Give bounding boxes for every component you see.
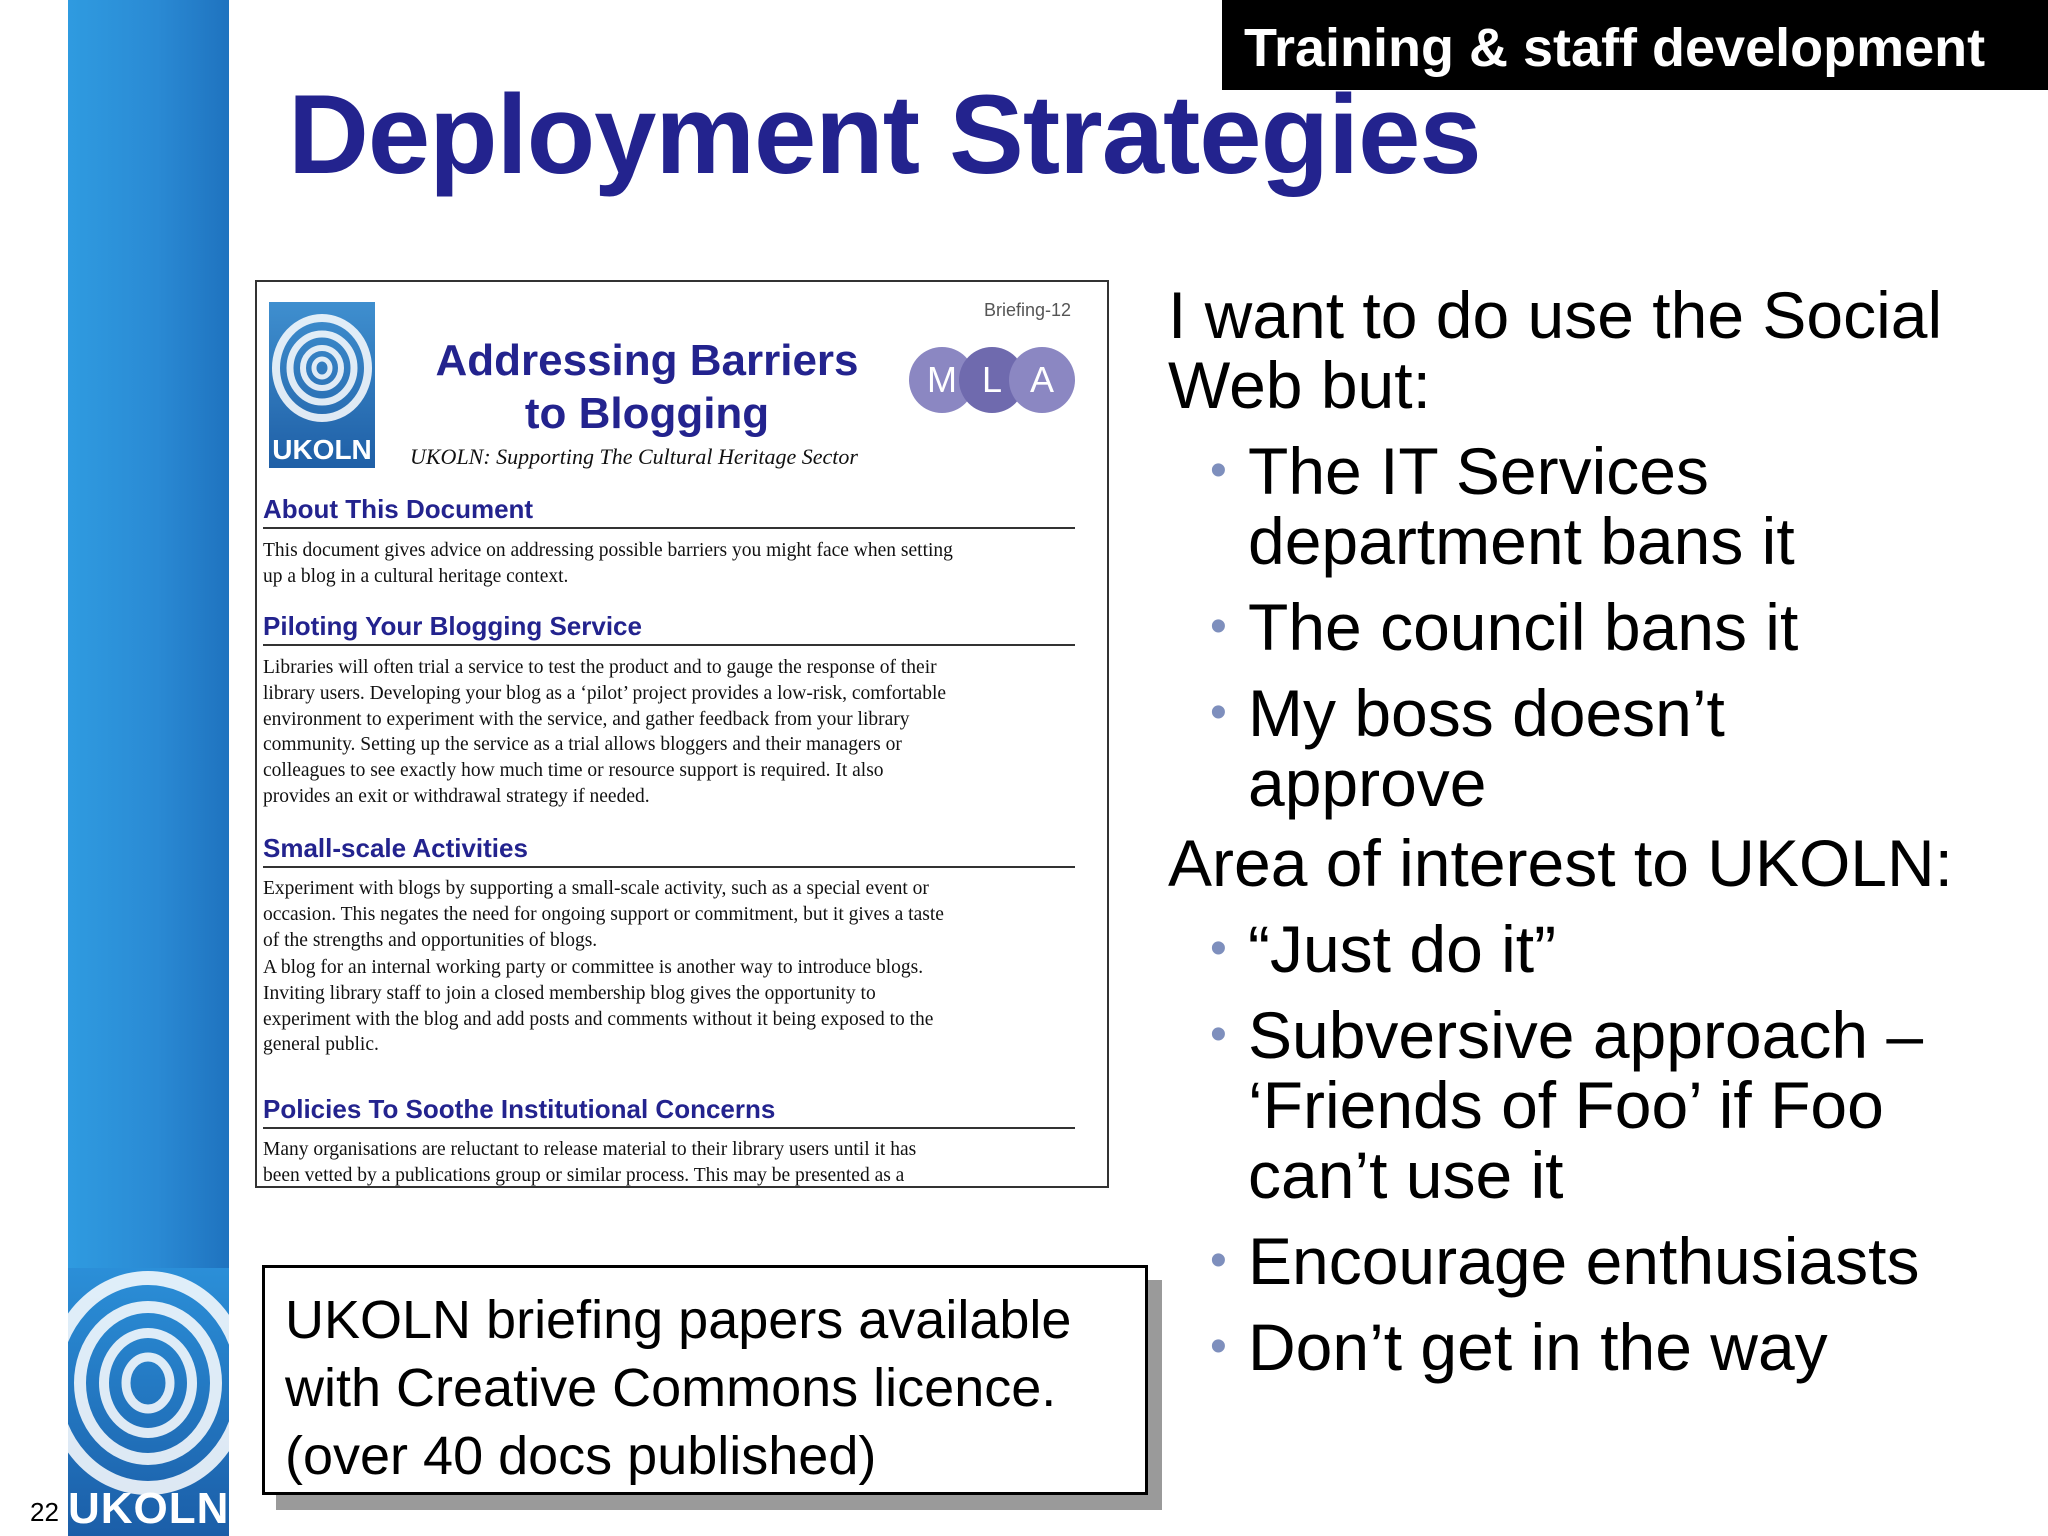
bullet-dot-icon: •: [1210, 1320, 1227, 1373]
caption-line: (over 40 docs published): [285, 1426, 877, 1486]
briefing-line: general public.: [263, 1034, 379, 1056]
ukoln-logo: [68, 1268, 229, 1536]
briefing-section-heading: Policies To Soothe Institutional Concerns: [263, 1094, 1075, 1129]
briefing-ukoln-logo: [269, 302, 375, 468]
bullet-text: My boss doesn’t: [1248, 676, 1725, 750]
mla-logo: [909, 347, 1079, 417]
briefing-line: library users. Developing your blog as a ‘pilot’ project provides a low-risk, comfortable: [263, 682, 947, 704]
sidebar-logo-text: UKOLN: [68, 1484, 229, 1533]
bullet-dot-icon: •: [1210, 1234, 1227, 1287]
bullet-lead: Area of interest to UKOLN:: [1168, 826, 1954, 900]
briefing-line: Libraries will often trial a service to test the product and to gauge the response of their: [263, 657, 937, 678]
bullet-item: [1168, 1226, 2028, 1296]
bullet-dot-icon: •: [1210, 1008, 1227, 1061]
mla-letter: M: [909, 347, 975, 413]
briefing-line: up a blog in a cultural heritage context.: [263, 565, 569, 587]
bullet-text: Subversive approach –: [1248, 998, 1924, 1072]
briefing-section-heading: Piloting Your Blogging Service: [263, 611, 1075, 646]
briefing-section-heading: Small-scale Activities: [263, 833, 1075, 868]
briefing-line: Experiment with blogs by supporting a small-scale activity, such as a special event or: [263, 878, 929, 899]
briefing-subtitle: UKOLN: Supporting The Cultural Heritage Sector: [410, 444, 858, 469]
briefing-line: been vetted by a publications group or similar process. This may be presented as a: [263, 1164, 905, 1186]
briefing-logo-text: UKOLN: [272, 434, 372, 465]
briefing-line: Many organisations are reluctant to release material to their library users until it has: [263, 1139, 917, 1160]
bullet-dot-icon: •: [1210, 444, 1227, 497]
briefing-line: experiment with the blog and add posts and comments without it being exposed to the: [263, 1008, 934, 1030]
bullet-item: [1168, 592, 2028, 662]
caption-box: [262, 1265, 1148, 1495]
briefing-line: colleagues to see exactly how much time or resource support is required. It also: [263, 760, 884, 782]
briefing-document: [255, 280, 1109, 1188]
bullet-dot-icon: •: [1210, 922, 1227, 975]
bullet-dot-icon: •: [1210, 600, 1227, 653]
briefing-line: occasion. This negates the need for ongoing support or commitment, but it gives a taste: [263, 903, 944, 925]
bullet-text: “Just do it”: [1248, 912, 1557, 986]
bullet-lead-line: Web but:: [1168, 348, 1431, 422]
briefing-section-heading: About This Document: [263, 494, 1075, 529]
briefing-line: environment to experiment with the service, and gather feedback from your library: [263, 708, 910, 730]
bullet-list: [1168, 280, 2028, 1382]
briefing-line: community. Setting up the service as a trial allows bloggers and their managers or: [263, 734, 902, 756]
bullet-text: ‘Friends of Foo’ if Foo: [1248, 1068, 1884, 1142]
bullet-text: Encourage enthusiasts: [1248, 1224, 1920, 1298]
bullet-text: approve: [1248, 746, 1487, 820]
briefing-line: Inviting library staff to join a closed membership blog gives the opportunity to: [263, 982, 876, 1004]
header-badge: Training & staff development: [1222, 0, 2048, 90]
bullet-item: [1168, 678, 2028, 818]
briefing-paragraph: [263, 655, 1081, 810]
bullet-item: [1168, 1312, 2028, 1382]
slide-title: Deployment Strategies: [288, 72, 1481, 197]
bullet-text: department bans it: [1248, 504, 1795, 578]
briefing-title: [412, 334, 882, 440]
mla-letter: A: [1009, 347, 1075, 413]
mla-letter: L: [959, 347, 1025, 413]
bullet-lead-line: I want to do use the Social: [1168, 278, 1943, 352]
bullet-dot-icon: •: [1210, 686, 1227, 739]
bullet-lead: [1168, 280, 2028, 420]
bullet-text: The IT Services: [1248, 434, 1709, 508]
sidebar-stripe: [68, 0, 229, 1268]
briefing-title-line: to Blogging: [524, 389, 770, 438]
bullet-item: [1168, 914, 2028, 984]
briefing-title-line: Addressing Barriers: [435, 336, 859, 385]
bullet-text: Don’t get in the way: [1248, 1310, 1828, 1384]
bullet-item: [1168, 436, 2028, 576]
briefing-paragraph: [263, 876, 1081, 953]
briefing-line: of the strengths and opportunities of blogs.: [263, 929, 598, 951]
bullet-text: can’t use it: [1248, 1138, 1564, 1212]
briefing-paragraph: [263, 1137, 1081, 1188]
briefing-line: A blog for an internal working party or committee is another way to introduce blogs.: [263, 957, 924, 978]
briefing-line: This document gives advice on addressing possible barriers you might face when setting: [263, 540, 953, 561]
briefing-paragraph: [263, 955, 1081, 1058]
briefing-line: provides an exit or withdrawal strategy if needed.: [263, 785, 650, 807]
caption-line: UKOLN briefing papers available: [285, 1290, 1072, 1350]
bullet-text: The council bans it: [1248, 590, 1799, 664]
briefing-id: Briefing-12: [983, 300, 1071, 320]
bullet-item: [1168, 1000, 2028, 1210]
caption-line: with Creative Commons licence.: [285, 1358, 1057, 1418]
briefing-paragraph: [263, 538, 1081, 590]
slide-number: 22: [30, 1497, 59, 1527]
